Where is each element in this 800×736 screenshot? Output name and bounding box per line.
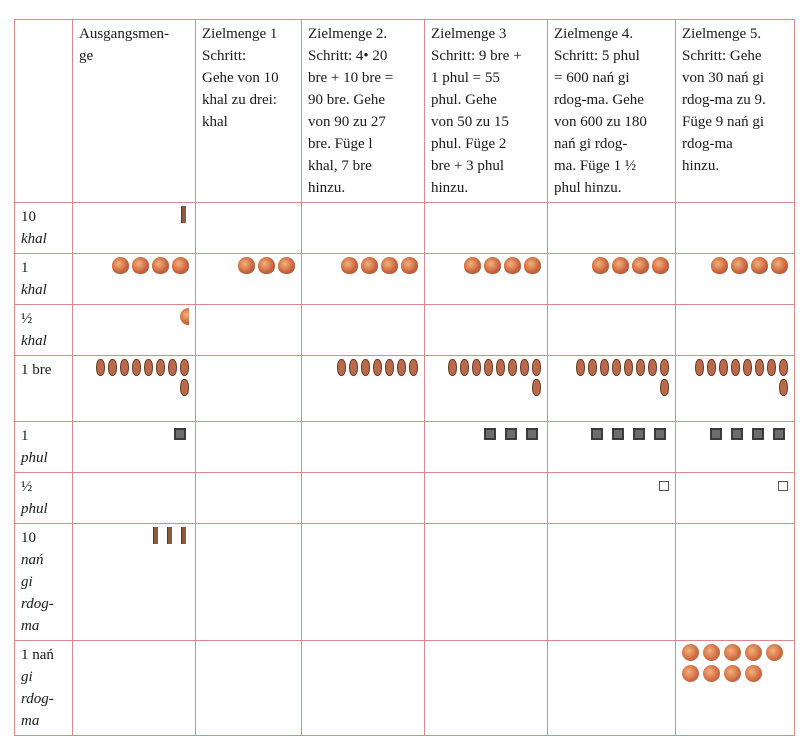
row-label-number: ½	[21, 479, 33, 495]
token-group	[341, 257, 418, 274]
token-cell	[425, 422, 548, 473]
shell-token-icon	[612, 257, 629, 274]
shell-token-icon	[711, 257, 728, 274]
bean-token-icon	[660, 359, 669, 376]
row-label	[15, 305, 73, 356]
token-cell	[425, 203, 548, 254]
table-row	[15, 641, 795, 736]
token-group	[85, 359, 189, 396]
bean-token-icon	[180, 359, 189, 376]
token-group	[437, 359, 541, 396]
header-text: Zielmenge 1 Schritt: Gehe von 10 khal zu drei: khal	[202, 26, 279, 130]
token-group	[180, 308, 189, 325]
token-cell	[302, 473, 425, 524]
row-label	[15, 641, 73, 736]
bean-token-icon	[600, 359, 609, 376]
bean-token-icon	[168, 359, 177, 376]
header-text: Zielmenge 4. Schritt: 5 phul = 600 nań gi rdog-ma. Gehe von 600 zu 180 nań gi rdog- ma. Füge 1 ½ phul hinzu.	[554, 26, 647, 196]
shell-token-icon	[401, 257, 418, 274]
round-token-icon	[682, 644, 699, 661]
square-token-icon	[710, 428, 722, 440]
token-cell	[548, 524, 676, 641]
bean-token-icon	[496, 359, 505, 376]
token-cell	[676, 422, 795, 473]
square-token-icon	[731, 428, 743, 440]
shell-token-icon	[172, 257, 189, 274]
shell-token-icon	[652, 257, 669, 274]
square-token-icon	[484, 428, 496, 440]
bean-token-icon	[532, 379, 541, 396]
square-token-icon	[591, 428, 603, 440]
square-token-icon	[174, 428, 186, 440]
row-label	[15, 254, 73, 305]
token-cell	[73, 305, 196, 356]
square-token-icon	[633, 428, 645, 440]
row-label-number: 10	[21, 209, 36, 225]
bean-token-icon	[361, 359, 370, 376]
square-token-icon	[526, 428, 538, 440]
bean-token-icon	[409, 359, 418, 376]
bean-token-icon	[660, 379, 669, 396]
token-cell	[302, 254, 425, 305]
header-cell-5	[548, 20, 676, 203]
token-cell	[676, 356, 795, 422]
header-text: Zielmenge 2. Schritt: 4• 20 bre + 10 bre = 90 bre. Gehe von 90 zu 27 bre. Füge l khal, 7 bre hinzu.	[308, 26, 394, 196]
bean-token-icon	[779, 359, 788, 376]
bean-token-icon	[719, 359, 728, 376]
token-group	[464, 257, 541, 274]
square-token-icon	[654, 428, 666, 440]
table-row	[15, 254, 795, 305]
bean-token-icon	[96, 359, 105, 376]
token-cell	[676, 254, 795, 305]
round-token-icon	[703, 665, 720, 682]
procedure-table	[14, 19, 795, 736]
token-group	[588, 428, 669, 440]
token-group	[684, 359, 788, 396]
bean-token-icon	[180, 379, 189, 396]
token-group	[481, 428, 541, 440]
shell-token-icon	[464, 257, 481, 274]
bean-token-icon	[624, 359, 633, 376]
shell-token-icon	[238, 257, 255, 274]
table-row	[15, 305, 795, 356]
bean-token-icon	[108, 359, 117, 376]
bean-token-icon	[588, 359, 597, 376]
bean-token-icon	[373, 359, 382, 376]
token-group	[565, 359, 669, 396]
token-group	[707, 428, 788, 440]
token-cell	[73, 641, 196, 736]
shell-token-icon	[751, 257, 768, 274]
token-group	[238, 257, 295, 274]
header-cell-3	[302, 20, 425, 203]
token-cell	[302, 305, 425, 356]
header-row	[15, 20, 795, 203]
row-label	[15, 203, 73, 254]
shell-token-icon	[278, 257, 295, 274]
bean-token-icon	[156, 359, 165, 376]
round-token-icon	[766, 644, 783, 661]
shell-token-icon	[152, 257, 169, 274]
round-token-icon	[724, 644, 741, 661]
token-cell	[425, 524, 548, 641]
bean-token-icon	[743, 359, 752, 376]
row-label	[15, 422, 73, 473]
row-label-unit: phul	[21, 450, 48, 466]
token-cell	[196, 356, 302, 422]
token-cell	[425, 305, 548, 356]
half-square-token-icon	[659, 481, 669, 491]
bean-token-icon	[508, 359, 517, 376]
token-cell	[548, 422, 676, 473]
bean-token-icon	[472, 359, 481, 376]
header-cell-4	[425, 20, 548, 203]
corner-cell	[15, 20, 73, 203]
token-group	[178, 206, 189, 223]
token-cell	[548, 473, 676, 524]
table-row	[15, 473, 795, 524]
token-group	[150, 527, 189, 544]
bean-token-icon	[731, 359, 740, 376]
token-cell	[196, 422, 302, 473]
bean-token-icon	[448, 359, 457, 376]
table-row	[15, 356, 795, 422]
token-cell	[302, 203, 425, 254]
token-cell	[73, 203, 196, 254]
round-token-icon	[745, 644, 762, 661]
shell-token-icon	[361, 257, 378, 274]
square-token-icon	[612, 428, 624, 440]
token-cell	[73, 254, 196, 305]
token-cell	[196, 305, 302, 356]
shell-token-icon	[484, 257, 501, 274]
token-group	[592, 257, 669, 274]
token-cell	[676, 524, 795, 641]
row-label-unit: nań gi rdog- ma	[21, 552, 54, 634]
shell-token-icon	[592, 257, 609, 274]
bean-token-icon	[520, 359, 529, 376]
token-group	[778, 481, 788, 491]
bean-token-icon	[648, 359, 657, 376]
bean-token-icon	[576, 359, 585, 376]
row-label-unit: khal	[21, 333, 47, 349]
token-cell	[196, 254, 302, 305]
bean-token-icon	[755, 359, 764, 376]
row-label	[15, 524, 73, 641]
header-cell-2	[196, 20, 302, 203]
token-cell	[196, 473, 302, 524]
round-token-icon	[682, 665, 699, 682]
token-group	[171, 428, 189, 440]
header-cell-1	[73, 20, 196, 203]
bean-token-icon	[636, 359, 645, 376]
header-text: Zielmenge 5. Schritt: Gehe von 30 nań gi rdog-ma zu 9. Füge 9 nań gi rdog-ma hinzu.	[682, 26, 766, 174]
token-cell	[302, 524, 425, 641]
token-cell	[425, 254, 548, 305]
table-row	[15, 422, 795, 473]
token-group	[659, 481, 669, 491]
token-cell	[425, 473, 548, 524]
token-cell	[548, 305, 676, 356]
bean-token-icon	[132, 359, 141, 376]
token-cell	[73, 473, 196, 524]
shell-token-icon	[731, 257, 748, 274]
token-cell	[548, 203, 676, 254]
bean-token-icon	[707, 359, 716, 376]
shell-token-icon	[112, 257, 129, 274]
bean-token-icon	[385, 359, 394, 376]
row-label	[15, 473, 73, 524]
bean-token-icon	[144, 359, 153, 376]
header-text: Zielmenge 3 Schritt: 9 bre + 1 phul = 55 phul. Gehe von 50 zu 15 phul. Füge 2 bre + 3 phul hinzu.	[431, 26, 522, 196]
token-cell	[676, 641, 795, 736]
table-row	[15, 203, 795, 254]
bean-token-icon	[695, 359, 704, 376]
bean-token-icon	[120, 359, 129, 376]
token-cell	[548, 641, 676, 736]
square-token-icon	[752, 428, 764, 440]
row-label	[15, 356, 73, 422]
stick-token-icon	[181, 527, 186, 544]
shell-token-icon	[524, 257, 541, 274]
token-group	[337, 359, 418, 376]
token-cell	[196, 641, 302, 736]
shell-token-icon	[132, 257, 149, 274]
token-cell	[302, 356, 425, 422]
token-cell	[676, 203, 795, 254]
token-cell	[302, 641, 425, 736]
token-cell	[302, 422, 425, 473]
stick-token-icon	[167, 527, 172, 544]
half-shell-token-icon	[180, 308, 189, 325]
token-cell	[425, 641, 548, 736]
token-cell	[676, 305, 795, 356]
row-label-number: 1	[21, 260, 29, 276]
round-token-icon	[724, 665, 741, 682]
row-label-unit: khal	[21, 282, 47, 298]
token-cell	[425, 356, 548, 422]
row-label-number: 1 nań	[21, 647, 54, 663]
row-label-number: 1 bre	[21, 362, 52, 378]
square-token-icon	[773, 428, 785, 440]
shell-token-icon	[258, 257, 275, 274]
shell-token-icon	[341, 257, 358, 274]
row-label-unit: phul	[21, 501, 48, 517]
row-label-unit: gi rdog- ma	[21, 669, 54, 729]
round-token-icon	[745, 665, 762, 682]
bean-token-icon	[397, 359, 406, 376]
table-row	[15, 524, 795, 641]
shell-token-icon	[381, 257, 398, 274]
token-cell	[196, 203, 302, 254]
shell-token-icon	[504, 257, 521, 274]
stick-token-icon	[153, 527, 158, 544]
token-cell	[73, 524, 196, 641]
bean-token-icon	[767, 359, 776, 376]
token-cell	[548, 356, 676, 422]
token-cell	[73, 356, 196, 422]
token-group	[112, 257, 189, 274]
row-label-number: 10	[21, 530, 36, 546]
bean-token-icon	[337, 359, 346, 376]
bean-token-icon	[349, 359, 358, 376]
token-cell	[548, 254, 676, 305]
token-group	[682, 644, 788, 682]
bean-token-icon	[612, 359, 621, 376]
round-token-icon	[703, 644, 720, 661]
bean-token-icon	[532, 359, 541, 376]
bean-token-icon	[460, 359, 469, 376]
token-cell	[196, 524, 302, 641]
shell-token-icon	[771, 257, 788, 274]
row-label-unit: khal	[21, 231, 47, 247]
half-square-token-icon	[778, 481, 788, 491]
header-cell-6	[676, 20, 795, 203]
bean-token-icon	[484, 359, 493, 376]
square-token-icon	[505, 428, 517, 440]
token-cell	[676, 473, 795, 524]
token-cell	[73, 422, 196, 473]
bean-token-icon	[779, 379, 788, 396]
token-group	[711, 257, 788, 274]
stick-token-icon	[181, 206, 186, 223]
row-label-number: 1	[21, 428, 29, 444]
shell-token-icon	[632, 257, 649, 274]
header-text: Ausgangsmen- ge	[79, 26, 169, 64]
row-label-number: ½	[21, 311, 33, 327]
